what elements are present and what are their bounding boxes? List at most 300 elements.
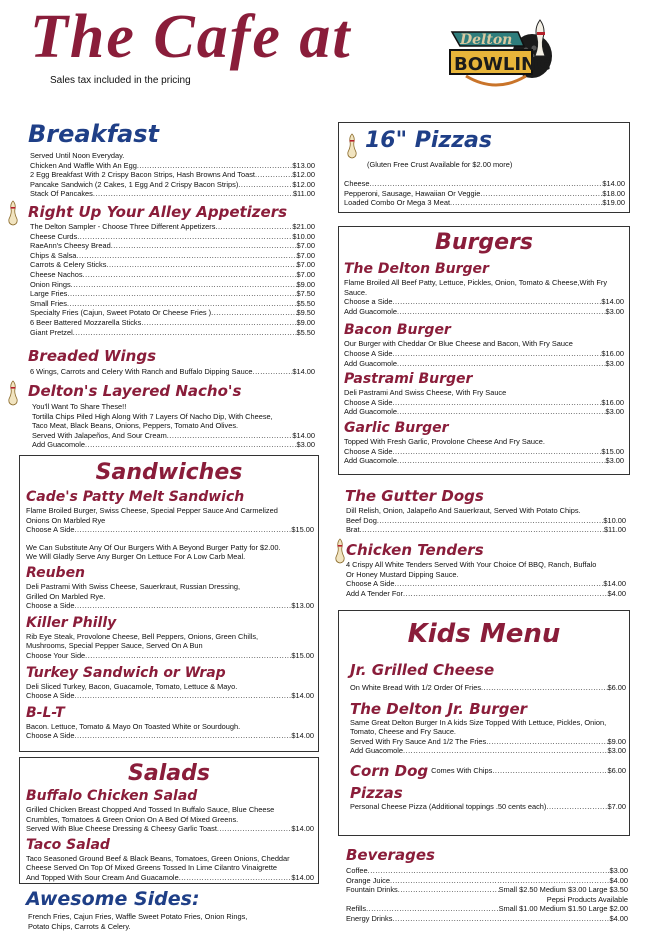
- dot-leader: [398, 885, 499, 895]
- delton-burger-list: [344, 297, 624, 316]
- chicken-tenders-title: Chicken Tenders: [346, 541, 484, 559]
- item-price: $16.00: [601, 397, 624, 407]
- blt-price: [26, 731, 314, 741]
- item-price: $14.00: [602, 179, 625, 188]
- menu-item-row: [350, 746, 626, 756]
- item-price: $10.00: [603, 515, 626, 525]
- item-price: $9.00: [296, 317, 315, 327]
- item-price: $3.00: [605, 456, 624, 466]
- dot-leader: [85, 651, 291, 661]
- jr-burger-title: The Delton Jr. Burger: [350, 699, 528, 718]
- item-price: $3.00: [296, 440, 315, 450]
- dot-leader: [369, 179, 602, 189]
- item-name: Onion Rings: [30, 279, 71, 289]
- item-name: Choose A Side: [26, 525, 75, 535]
- dot-leader: [450, 198, 602, 208]
- description-line: 4 Crispy All White Tenders Served With Your Choice Of BBQ, Ranch, Buffalo: [346, 560, 597, 569]
- menu-item-row: [30, 189, 315, 199]
- dot-leader: [85, 440, 297, 450]
- jr-burger-list: [350, 737, 626, 756]
- dot-leader: [366, 904, 498, 914]
- gutter-dogs-section: [346, 506, 626, 535]
- buffalo-salad-price: [26, 824, 314, 834]
- dot-leader: [179, 873, 292, 883]
- pizzas-title: 16" Pizzas: [365, 128, 492, 153]
- item-price: $3.00: [607, 746, 626, 756]
- sides-title: Awesome Sides:: [26, 888, 200, 910]
- item-name: 2 Egg Breakfast With 2 Crispy Bacon Strips, Hash Browns And Toast: [30, 170, 255, 180]
- description-line: Our Burger with Cheddar Or Blue Cheese and Bacon, With Fry Sauce: [344, 339, 573, 349]
- item-name: Cheese: [344, 179, 370, 188]
- nachos-title: Delton's Layered Nacho's: [28, 382, 242, 400]
- dot-leader: [111, 241, 297, 251]
- dot-leader: [392, 914, 609, 924]
- item-name: Choose a Side: [344, 297, 393, 307]
- description-line: Rib Eye Steak, Provolone Cheese, Bell Peppers, Onions, Green Chills,: [26, 631, 259, 641]
- item-name: Choose A Side: [26, 691, 75, 701]
- sides-desc: [28, 912, 318, 931]
- corn-dog-note: Comes With Chips: [431, 765, 493, 775]
- item-price: $16.00: [601, 348, 624, 358]
- menu-item-row: [344, 307, 624, 317]
- item-name: Choose A Side: [346, 579, 395, 589]
- item-name: Add Guacomole: [350, 746, 403, 756]
- turkey-title: Turkey Sandwich or Wrap: [26, 664, 226, 681]
- menu-item-row: [30, 260, 315, 270]
- logo-text-bottom: BOWLING: [454, 54, 551, 75]
- pepsi-note: Pepsi Products Available: [546, 894, 628, 904]
- reuben-title: Reuben: [26, 564, 86, 581]
- gutter-dogs-title: The Gutter Dogs: [345, 487, 484, 505]
- item-price: $7.00: [607, 801, 626, 811]
- dot-leader: [75, 691, 292, 701]
- item-price: $15.00: [291, 525, 314, 535]
- item-name: Choose A Side: [344, 446, 393, 456]
- menu-item-row: [30, 232, 315, 242]
- dot-leader: [397, 307, 606, 317]
- tax-note: Sales tax included in the pricing: [50, 75, 191, 86]
- delton-burger-title: The Delton Burger: [344, 261, 489, 277]
- item-price: $7.50: [296, 289, 315, 299]
- gutter-dogs-desc: [346, 506, 626, 516]
- item-name: 6 Beer Battered Mozzarella Sticks: [30, 317, 142, 327]
- sandwiches-title: Sandwiches: [95, 460, 243, 485]
- beverages-section: [346, 866, 628, 924]
- item-price: $15.00: [601, 446, 624, 456]
- taco-salad-desc: [26, 854, 314, 873]
- chicken-tenders-section: [346, 560, 626, 598]
- bacon-burger-list: [344, 349, 624, 368]
- item-name: Brat: [346, 525, 360, 535]
- menu-item-row: [350, 737, 626, 747]
- philly-title: Killer Philly: [26, 614, 117, 631]
- dot-leader: [71, 280, 297, 290]
- item-name: Large Fries: [30, 289, 68, 299]
- dot-leader: [215, 222, 292, 232]
- blt-desc: [26, 722, 314, 732]
- dot-leader: [368, 866, 610, 876]
- reuben-desc: [26, 582, 314, 601]
- menu-item-row: [344, 297, 624, 307]
- item-name: Stack Of Pancakes: [30, 189, 93, 199]
- item-name: Giant Pretzel: [30, 327, 73, 337]
- substitution-note: [26, 543, 314, 562]
- description-line: Taco Meat, Black Beans, Onions, Peppers, Tomato And Olives.: [32, 421, 239, 431]
- dot-leader: [377, 516, 604, 526]
- item-name: Fountain Drinks: [346, 885, 398, 895]
- dot-leader: [67, 299, 297, 309]
- description-line: Deli Sliced Turkey, Bacon, Guacamole, Tomato, Lettuce & Mayo.: [26, 681, 238, 691]
- item-name: And Topped With Sour Cream And Guacamole: [26, 872, 179, 882]
- menu-item-row: [30, 318, 315, 328]
- corn-dog-row: [350, 762, 626, 780]
- menu-item-row: [30, 222, 315, 232]
- kids-title: Kids Menu: [407, 619, 561, 649]
- breakfast-section: [30, 151, 315, 199]
- item-name: Refills: [346, 904, 367, 914]
- salads-title: Salads: [128, 761, 210, 786]
- item-name: Choose a Side: [26, 601, 75, 611]
- delton-burger-desc: [344, 278, 624, 297]
- dot-leader: [403, 746, 608, 756]
- menu-item-row: [350, 683, 626, 693]
- item-name: Choose A Side: [344, 348, 393, 358]
- pizzas-list: [344, 179, 625, 208]
- nachos-list: [32, 431, 315, 450]
- item-price: $12.00: [292, 179, 315, 189]
- item-price: $3.00: [605, 306, 624, 316]
- item-name: On White Bread With 1/2 Order Of Fries: [350, 683, 482, 692]
- item-name: Carrots & Celery Sticks: [30, 260, 107, 270]
- dot-leader: [75, 731, 292, 741]
- item-name: Add Guacomole: [32, 440, 85, 450]
- item-price: $21.00: [292, 222, 315, 231]
- salads-content: [26, 788, 314, 883]
- description-line: Deli Pastrami And Swiss Cheese, With Fry Sauce: [344, 388, 507, 398]
- chicken-tenders-desc: [346, 560, 626, 579]
- description-line: Tortilla Chips Piled High Along With 7 Layers Of Nacho Dip, With Cheese,: [32, 411, 273, 421]
- dot-leader: [395, 579, 604, 589]
- patty-melt-title: Cade's Patty Melt Sandwich: [26, 489, 245, 505]
- item-name: Choose A Side: [26, 731, 75, 741]
- item-price: $12.00: [292, 170, 315, 180]
- jr-grilled-cheese-price: [350, 683, 626, 693]
- menu-item-row: [26, 691, 314, 701]
- menu-item-row: [30, 161, 315, 171]
- item-price: Small $1.00 Medium $1.50 Large $2.00: [498, 904, 628, 914]
- dot-leader: [480, 189, 602, 199]
- philly-desc: [26, 632, 314, 651]
- item-price: $4.00: [609, 913, 628, 923]
- item-price: $14.00: [601, 297, 624, 307]
- philly-price: [26, 651, 314, 661]
- item-name: Beef Dog: [346, 515, 377, 525]
- turkey-desc: [26, 682, 314, 692]
- menu-item-row: [30, 270, 315, 280]
- description-line: Bacon. Lettuce, Tomato & Mayo On Toasted White or Sourdough.: [26, 721, 241, 731]
- menu-item-row: [344, 198, 625, 208]
- item-name: The Delton Sampler - Choose Three Different Appetizers: [30, 222, 216, 231]
- menu-item-row: [346, 579, 626, 589]
- item-price: $14.00: [291, 872, 314, 882]
- item-name: Served With Jalapeños, And Sour Cream: [32, 430, 167, 440]
- item-price: $14.00: [603, 579, 626, 589]
- beverages-list-bottom: [346, 904, 628, 923]
- pastrami-burger-title: Pastrami Burger: [344, 371, 473, 388]
- item-name: Pepperoni, Sausage, Hawaiian Or Veggie: [344, 188, 481, 198]
- item-name: Loaded Combo Or Mega 3 Meat: [344, 198, 450, 208]
- item-name: Pancake Sandwich (2 Cakes, 1 Egg And 2 Crispy Bacon Strips): [30, 179, 239, 189]
- appetizers-title: Right Up Your Alley Appetizers: [28, 203, 288, 221]
- description-line: We Will Gladly Serve Any Burger On Lettuce For A Low Carb Meal.: [26, 552, 246, 562]
- dot-leader: [486, 737, 607, 747]
- item-price: $13.00: [292, 160, 315, 170]
- menu-item-row: [350, 802, 626, 812]
- bowling-pin-icon: [8, 200, 18, 226]
- menu-item-row: [32, 431, 315, 441]
- item-price: $11.00: [292, 189, 315, 199]
- menu-item-row: [346, 525, 626, 535]
- description-line: Flame Broiled Burger, Swiss Cheese, Special Pepper Sauce And Carmelized: [26, 506, 278, 515]
- dot-leader: [83, 270, 297, 280]
- menu-item-row: [344, 398, 624, 408]
- dot-leader: [397, 456, 606, 466]
- item-price: $3.00: [609, 866, 628, 875]
- salads-box: [19, 757, 319, 884]
- description-line: You'll Want To Share These!!: [32, 402, 127, 411]
- dot-leader: [74, 601, 291, 611]
- item-price: $7.00: [296, 269, 315, 279]
- item-name: Served With Fry Sauce And 1/2 The Fries: [350, 736, 487, 746]
- dot-leader: [93, 189, 293, 199]
- item-price: $11.00: [603, 525, 626, 535]
- menu-item-row: [346, 914, 628, 924]
- description-line: Flame Broiled All Beef Patty, Lettuce, Pickles, Onion, Tomato & Cheese,With Fry Sauce.: [344, 278, 608, 297]
- kids-pizzas-title: Pizzas: [350, 783, 403, 802]
- description-line: Grilled On Marbled Rye.: [26, 591, 106, 601]
- item-price: $13.00: [291, 601, 314, 611]
- dot-leader: [77, 232, 292, 242]
- dot-leader: [546, 802, 607, 812]
- item-name: Small Fries: [30, 298, 67, 308]
- gutter-dogs-list: [346, 516, 626, 535]
- dot-leader: [238, 180, 292, 190]
- description-line: Same Great Delton Burger In A kids Size Topped With Lettuce, Pickles, Onion,: [350, 717, 607, 727]
- item-price: $19.00: [602, 198, 625, 208]
- wings-title: Breaded Wings: [28, 347, 157, 365]
- item-price: Small $2.50 Medium $3.00 Large $3.50: [498, 885, 628, 895]
- buffalo-salad-desc: [26, 805, 314, 824]
- page-title: The Cafe at: [30, 3, 352, 71]
- item-name: Energy Drinks: [346, 913, 393, 923]
- chicken-tenders-list: [346, 579, 626, 598]
- description-line: Mushrooms, Special Pepper Sauce, Served On A Bun: [26, 641, 203, 651]
- dot-leader: [255, 170, 292, 180]
- dot-leader: [141, 318, 296, 328]
- description-line: Taco Seasoned Ground Beef & Black Beans, Tomatoes, Green Onions, Cheddar: [26, 853, 290, 863]
- bowling-pin-icon: [335, 538, 345, 564]
- dot-leader: [76, 251, 296, 261]
- logo-text-top: Delton: [460, 32, 513, 48]
- item-name: Add Guacomole: [344, 306, 397, 316]
- corn-dog-price: $6.00: [607, 765, 626, 775]
- item-price: $4.00: [607, 588, 626, 598]
- sandwiches-content: [26, 489, 314, 741]
- dot-leader: [73, 328, 297, 338]
- breakfast-list: [30, 161, 315, 199]
- dot-leader: [393, 398, 602, 408]
- menu-item-row: [346, 885, 628, 895]
- item-price: $5.50: [296, 327, 315, 337]
- item-price: $9.00: [607, 736, 626, 746]
- sandwiches-box: [19, 455, 319, 752]
- breakfast-title: Breakfast: [28, 120, 159, 148]
- dot-leader: [392, 297, 601, 307]
- item-price: $3.00: [605, 358, 624, 368]
- menu-item-row: [344, 407, 624, 417]
- item-name: Specialty Fries (Cajun, Sweet Potato Or Cheese Fries ): [30, 308, 212, 318]
- item-price: $7.00: [296, 250, 315, 260]
- menu-item-row: [30, 299, 315, 309]
- item-name: Choose Your Side: [26, 650, 86, 660]
- bowling-pin-icon: [347, 133, 357, 159]
- item-price: $14.00: [291, 824, 314, 834]
- item-name: Add Guacomole: [344, 358, 397, 368]
- menu-item-row: [26, 824, 314, 834]
- dot-leader: [481, 683, 607, 693]
- dot-leader: [217, 824, 292, 834]
- patty-melt-price: [26, 525, 314, 535]
- menu-item-row: [30, 170, 315, 180]
- dot-leader: [393, 349, 602, 359]
- beverages-title: Beverages: [346, 846, 435, 864]
- menu-item-row: [26, 651, 314, 661]
- item-name: Chips & Salsa: [30, 250, 77, 260]
- garlic-burger-title: Garlic Burger: [344, 419, 449, 436]
- bacon-burger-desc: [344, 339, 624, 349]
- dot-leader: [360, 525, 604, 535]
- burgers-box: [338, 226, 630, 475]
- beverages-list-top: [346, 866, 628, 895]
- item-price: $9.00: [296, 279, 315, 289]
- item-name: Cheese Curds: [30, 231, 78, 241]
- menu-item-row: [346, 904, 628, 914]
- pizzas-note: (Gluten Free Crust Available for $2.00 more): [367, 160, 513, 169]
- item-price: $18.00: [602, 188, 625, 198]
- corn-dog-title: Corn Dog: [350, 761, 429, 780]
- garlic-burger-desc: [344, 437, 624, 447]
- menu-item-row: [346, 866, 628, 876]
- description-line: French Fries, Cajun Fries, Waffle Sweet Potato Fries, Onion Rings,: [28, 912, 248, 921]
- dot-leader: [403, 589, 608, 599]
- dot-leader: [75, 525, 292, 535]
- item-price: $14.00: [291, 731, 314, 741]
- patty-melt-desc: [26, 506, 314, 525]
- dot-leader: [397, 359, 606, 369]
- item-price: $7.00: [296, 260, 315, 270]
- pastrami-burger-list: [344, 398, 624, 417]
- menu-item-row: [344, 179, 625, 189]
- kids-content: [350, 661, 626, 812]
- breakfast-note: Served Until Noon Everyday.: [30, 151, 125, 160]
- taco-salad-title: Taco Salad: [26, 836, 110, 853]
- delton-bowling-logo: [446, 14, 556, 100]
- nachos-section: [32, 402, 315, 450]
- pastrami-burger-desc: [344, 388, 624, 398]
- item-price: $9.50: [296, 308, 315, 318]
- kids-pizzas-price: [350, 802, 626, 812]
- item-price: $14.00: [291, 691, 314, 701]
- item-name: Add Guacomole: [344, 407, 397, 417]
- burgers-title: Burgers: [435, 230, 533, 255]
- description-line: Topped With Fresh Garlic, Provolone Cheese And Fry Sauce.: [344, 436, 545, 446]
- dot-leader: [137, 161, 293, 171]
- dot-leader: [397, 407, 606, 417]
- item-price: $14.00: [292, 367, 315, 376]
- menu-item-row: [30, 367, 315, 377]
- item-name: Add A Tender For: [346, 588, 403, 598]
- item-name: Orange Juice: [346, 875, 390, 885]
- menu-item-row: [26, 873, 314, 883]
- item-price: $4.00: [609, 875, 628, 885]
- item-price: $6.00: [607, 683, 626, 692]
- wings-list: [30, 367, 315, 377]
- dot-leader: [390, 876, 610, 886]
- menu-item-row: [30, 241, 315, 251]
- menu-item-row: [30, 308, 315, 318]
- jr-burger-desc: [350, 718, 626, 737]
- menu-item-row: [344, 359, 624, 369]
- menu-item-row: [346, 589, 626, 599]
- description-line: Deli Pastrami With Swiss Cheese, Sauerkraut, Russian Dressing,: [26, 581, 240, 591]
- nachos-lines: [32, 402, 315, 431]
- kids-box: [338, 610, 630, 836]
- description-line: Grilled Chicken Breast Chopped And Tossed In Buffalo Sauce, Blue Cheese: [26, 805, 275, 814]
- item-name: Choose A Side: [344, 397, 393, 407]
- dot-leader: [393, 447, 602, 457]
- item-name: Coffee: [346, 866, 368, 875]
- item-price: $7.00: [296, 241, 315, 251]
- description-line: Tomato, Cheese and Fry Sauce.: [350, 727, 456, 737]
- menu-item-row: [344, 447, 624, 457]
- jr-grilled-cheese-title: Jr. Grilled Cheese: [350, 661, 495, 679]
- menu-item-row: [30, 280, 315, 290]
- bowling-pin-icon: [8, 380, 18, 406]
- menu-item-row: [30, 289, 315, 299]
- menu-item-row: [26, 731, 314, 741]
- menu-item-row: [30, 328, 315, 338]
- menu-item-row: [30, 251, 315, 261]
- item-price: $5.50: [296, 298, 315, 308]
- menu-item-row: [26, 525, 314, 535]
- item-name: RaeAnn's Cheesy Bread: [30, 241, 111, 251]
- pizzas-box: [338, 122, 630, 213]
- item-name: Chicken And Waffle With An Egg: [30, 160, 137, 170]
- item-name: Personal Cheese Pizza (Additional toppings .50 cents each): [350, 801, 547, 811]
- menu-item-row: [26, 601, 314, 611]
- menu-item-row: [344, 189, 625, 199]
- dot-leader: [253, 367, 293, 377]
- description-line: Crumbles, Tomatoes & Green Onion On A Bed Of Mixed Greens.: [26, 814, 239, 824]
- dot-leader: [167, 431, 293, 441]
- menu-item-row: [346, 516, 626, 526]
- burgers-content: [344, 261, 624, 466]
- description-line: Or Honey Mustard Dipping Sauce.: [346, 569, 459, 579]
- item-name: Cheese Nachos: [30, 269, 83, 279]
- menu-item-row: [344, 456, 624, 466]
- menu-item-row: [32, 440, 315, 450]
- item-name: Add Guacomole: [344, 456, 397, 466]
